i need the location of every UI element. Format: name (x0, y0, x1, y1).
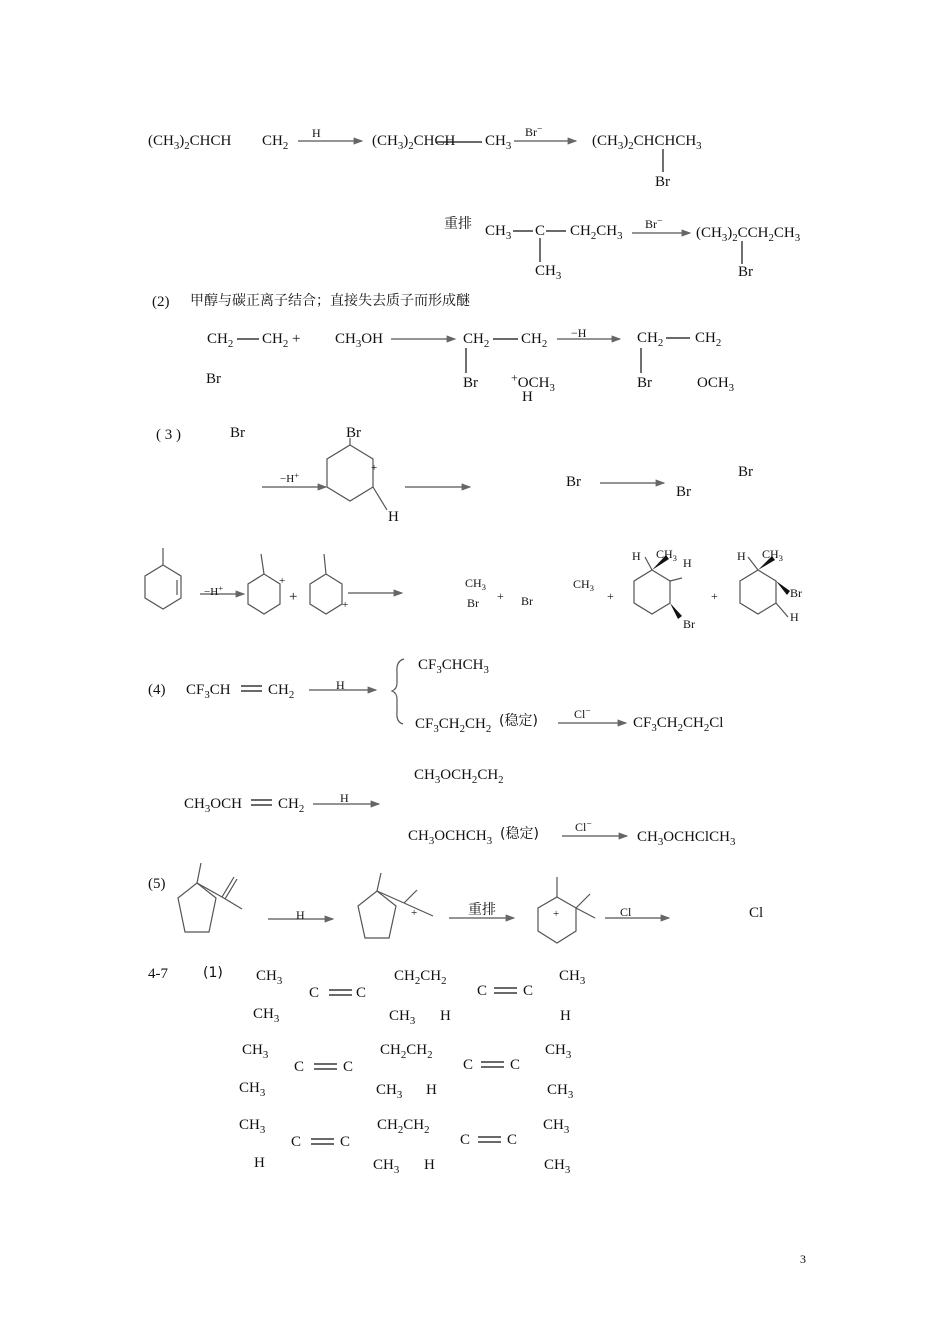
r1-c-bottom: H (560, 1008, 571, 1024)
r2-a-top: $CH_3$ (242, 1042, 269, 1061)
p4-product-2: $CH_3OCHClCH_3$ (637, 829, 736, 848)
p4-reactant-2: $CH_3OCH$ (184, 796, 242, 815)
p2-i-ch2a: $CH_2$ (463, 331, 490, 350)
r1-a-bottom: $CH_3$ (253, 1006, 280, 1025)
r2-b-bottom-h: H (426, 1082, 437, 1098)
r3-a-top: $CH_3$ (239, 1117, 266, 1136)
p2-i-br: Br (463, 375, 478, 391)
p5-arrow-h: H (296, 908, 305, 922)
p3-cation-plus: + (371, 462, 378, 474)
p3-br2: Br (566, 474, 581, 490)
p2-arrow-label: −H (571, 326, 587, 340)
p4-arrow-h: H (336, 678, 345, 692)
p3-product-br-a: Br (467, 596, 479, 610)
r1-c-top: $CH_3$ (559, 968, 586, 987)
p3-product-ch3a: $CH_3$ (465, 576, 486, 593)
iso2-ch3: $CH_3$ (762, 547, 783, 564)
r2-a-bottom: $CH_3$ (239, 1080, 266, 1099)
question-sub: (1) (203, 965, 223, 981)
p3-minus-h: −H+ (280, 470, 300, 485)
r3-c1: C (291, 1134, 302, 1150)
arrow-br-label-2: Br− (645, 215, 663, 231)
p4-upper-cation-2: $CH_3OCH_2CH_2$ (414, 767, 504, 786)
p4-arrow-cl: Cl− (574, 705, 591, 721)
r1-c2: C (356, 985, 367, 1001)
p4-reactant-2-ch2: $CH_2$ (278, 796, 305, 815)
p2-i-h: H (522, 389, 533, 405)
p4-lower-cation: $CF_3CH_2CH_2$ (415, 716, 492, 735)
p3-product-br-b: Br (521, 594, 533, 608)
p4-reactant-ch2: $CH_2$ (268, 682, 295, 701)
p3-br3: Br (676, 484, 691, 500)
p3-br1: Br (230, 425, 245, 441)
p5-cation-plus-2: + (553, 908, 560, 920)
iso1-ch3: $CH_3$ (656, 547, 677, 564)
r1-b-bottom-ch3: $CH_3$ (389, 1008, 416, 1027)
r1-a-top: $CH_3$ (256, 968, 283, 987)
p2-r-br: Br (206, 371, 221, 387)
r2-c3: C (463, 1057, 474, 1073)
rearr-methyl: $CH_3$ (535, 263, 562, 282)
p2-p-och3: $OCH_3$ (697, 375, 735, 394)
r3-c2: C (340, 1134, 351, 1150)
part3-label: ( 3 ) (156, 427, 181, 443)
p4-arrow-h-2: H (340, 791, 349, 805)
r2-b-bottom-ch3: $CH_3$ (376, 1082, 403, 1101)
p4-lower-cation-2: $CH_3OCHCH_3$ (408, 828, 493, 847)
p2-methanol: $CH_3OH$ (335, 331, 383, 350)
p2-p-ch2b: $CH_2$ (695, 330, 722, 349)
part2-note: 甲醇与碳正离子结合；直接失去质子而形成醚 (190, 293, 470, 309)
question-number: 4-7 (148, 966, 168, 982)
r3-a-bottom: H (254, 1155, 265, 1171)
rearr-product-br: Br (738, 264, 753, 280)
p2-p-br: Br (637, 375, 652, 391)
part4-label: (4) (148, 682, 166, 698)
p4-stable-2: (稳定) (500, 826, 539, 842)
r3-c3: C (460, 1132, 471, 1148)
r1-c1: C (309, 985, 320, 1001)
p3-product-ch3b: $CH_3$ (573, 577, 594, 594)
r3-b-bottom-ch3: $CH_3$ (373, 1157, 400, 1176)
p2-r-ch2b: $CH_2$ + (262, 331, 301, 350)
r3-b-bottom-h: H (424, 1157, 435, 1173)
iso1-h: H (632, 549, 641, 563)
r2-c1: C (294, 1059, 305, 1075)
r2-c-top: $CH_3$ (545, 1042, 572, 1061)
iso2-br: Br (790, 586, 802, 600)
page-number: 3 (800, 1252, 806, 1266)
r2-c2: C (343, 1059, 354, 1075)
cation-right: $CH_3$ (485, 133, 512, 152)
rearr-c: C (535, 223, 546, 239)
r1-b-bottom-h: H (440, 1008, 451, 1024)
p3-cation-plus-a: + (279, 575, 286, 587)
p3-br4: Br (738, 464, 753, 480)
p3-plus-a: + (289, 589, 298, 605)
iso1-br: Br (683, 617, 695, 631)
reactant-ch2: $CH_2$ (262, 133, 289, 152)
p4-stable: (稳定) (499, 713, 538, 729)
arrow-h-label: H (312, 126, 321, 140)
r3-c4: C (507, 1132, 518, 1148)
rearr-ethyl: $CH_2CH_3$ (570, 223, 623, 242)
p4-product: $CF_3CH_2CH_2Cl$ (633, 715, 724, 734)
rearr-ch3: $CH_3$ (485, 223, 512, 242)
r3-c-top: $CH_3$ (543, 1117, 570, 1136)
p3-plus-b: + (497, 589, 504, 603)
reactant-isopropyl-ch: $(CH_3)_2CHCH$ (148, 133, 232, 152)
product-br: Br (655, 174, 670, 190)
rearr-product: $(CH_3)_2CCH_2CH_3$ (696, 225, 801, 244)
p4-reactant: $CF_3CH$ (186, 682, 231, 701)
p4-arrow-cl-2: Cl− (575, 818, 592, 834)
p3-minus-h-2: −H+ (204, 583, 224, 598)
p5-rearrange: 重排 (468, 902, 496, 918)
r3-c-bottom: $CH_3$ (544, 1157, 571, 1176)
r1-c4: C (523, 983, 534, 999)
iso2-h2: H (790, 610, 799, 624)
p3-cation-plus-b: + (342, 599, 349, 611)
arrow-br-label: Br− (525, 123, 543, 139)
r3-b-top: $CH_2CH_2$ (377, 1117, 430, 1136)
rearrangement-label: 重排 (444, 216, 472, 232)
r1-b-top: $CH_2CH_2$ (394, 968, 447, 987)
p4-upper-cation: $CF_3CHCH_3$ (418, 657, 489, 676)
p3-br-ring: Br (346, 425, 361, 441)
r2-c-bottom: $CH_3$ (547, 1082, 574, 1101)
p2-r-ch2a: $CH_2$ (207, 331, 234, 350)
part2-label: (2) (152, 294, 170, 310)
iso1-h2: H (683, 556, 692, 570)
p3-plus-d: + (711, 589, 718, 603)
p5-product-cl: Cl (749, 905, 764, 921)
r1-c3: C (477, 983, 488, 999)
p5-cation-plus: + (411, 907, 418, 919)
p2-i-och3: $^+OCH_3$ (511, 370, 555, 394)
part5-label: (5) (148, 876, 166, 892)
product-2-bromo: $(CH_3)_2CHCHCH_3$ (592, 133, 702, 152)
r2-c4: C (510, 1057, 521, 1073)
p3-plus-c: + (607, 589, 614, 603)
iso2-h: H (737, 549, 746, 563)
p2-i-ch2b: $CH_2$ (521, 331, 548, 350)
p3-ring-h: H (388, 509, 399, 525)
r2-b-top: $CH_2CH_2$ (380, 1042, 433, 1061)
p2-p-ch2a: $CH_2$ (637, 330, 664, 349)
cation-left: $(CH_3)_2CHCH$ (372, 133, 456, 152)
p5-arrow-cl: Cl (620, 905, 632, 919)
